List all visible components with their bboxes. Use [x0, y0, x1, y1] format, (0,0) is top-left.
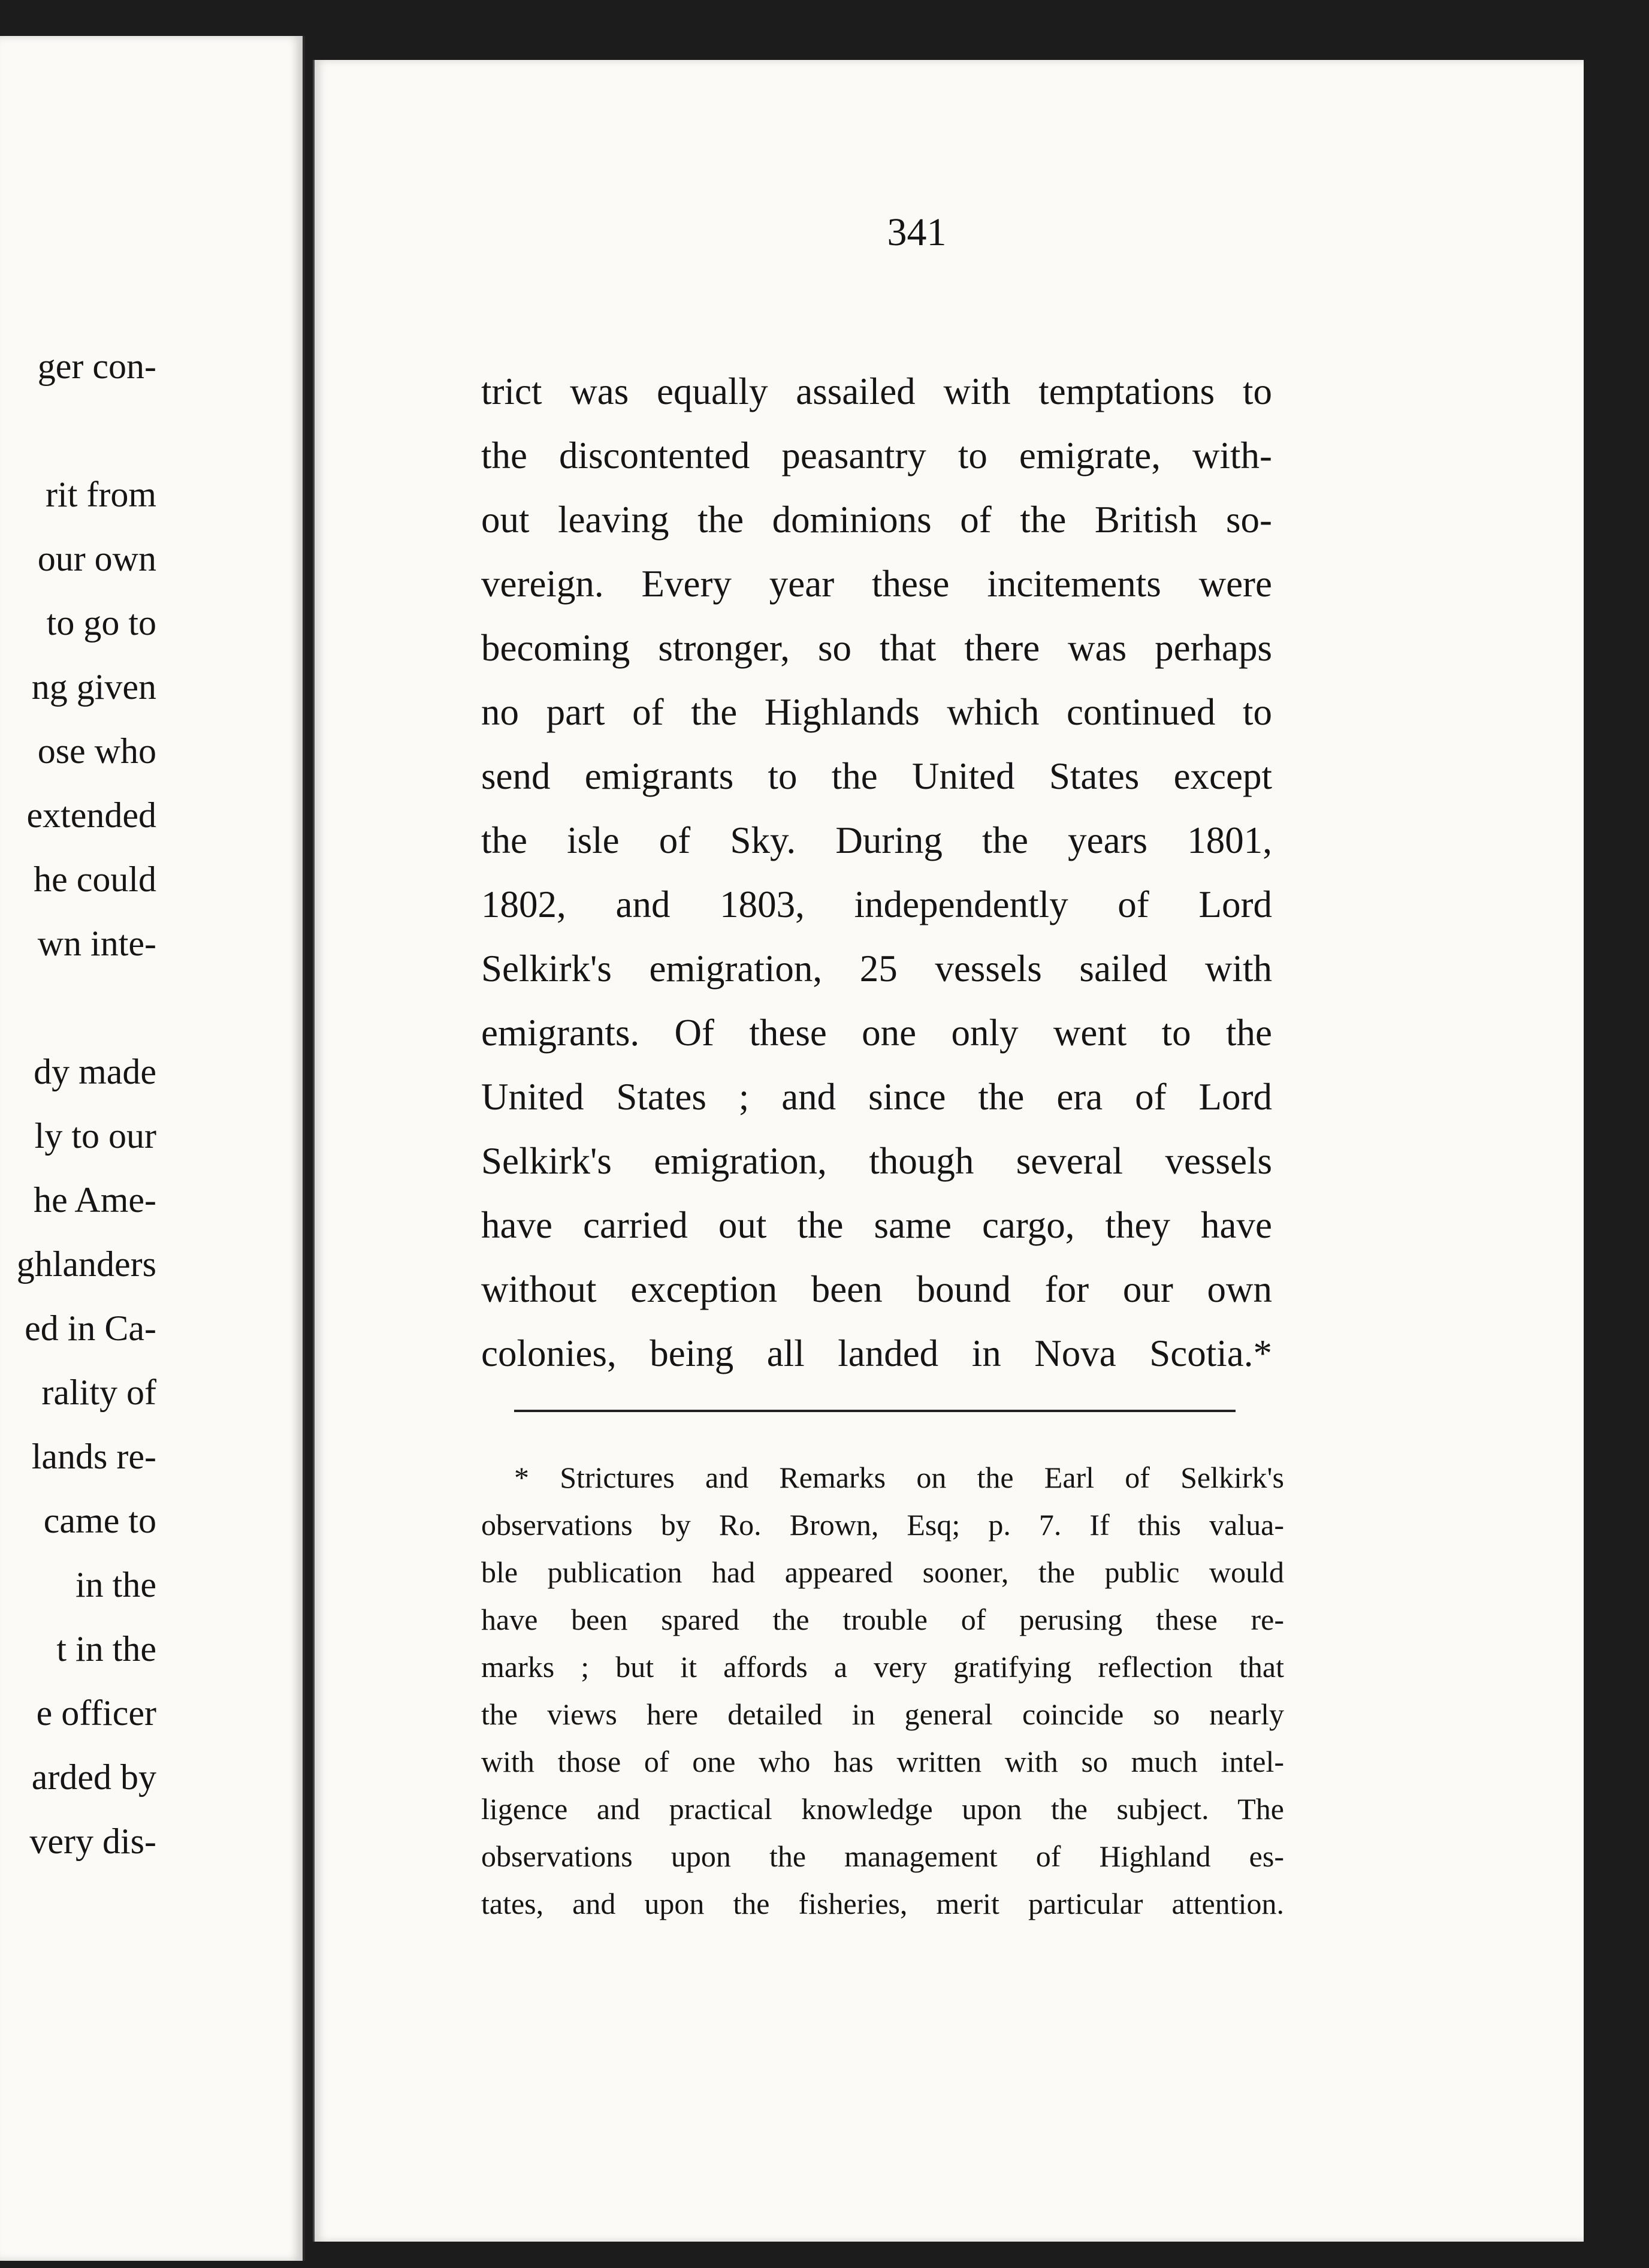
left-page-text — [0, 334, 156, 1874]
left-line-fragment: he could — [34, 859, 156, 899]
body-line: trict was equally assailed with temptations to — [481, 370, 1272, 412]
left-line-fragment: came to — [43, 1501, 156, 1540]
left-line-fragment: ghlanders — [16, 1244, 156, 1284]
body-line: no part of the Highlands which continued to — [481, 691, 1272, 733]
left-page — [0, 36, 305, 2261]
footnote-line: with those of one who has written with so much intel- — [481, 1745, 1284, 1778]
body-line: have carried out the same cargo, they have — [481, 1204, 1272, 1246]
right-page — [313, 60, 1584, 2242]
body-line: United States ; and since the era of Lord — [481, 1076, 1272, 1118]
body-line: the discontented peasantry to emigrate, with- — [481, 435, 1272, 476]
page-number: 341 — [887, 210, 947, 254]
footnote-line: tates, and upon the fisheries, merit particular attention. — [481, 1887, 1284, 1920]
body-line: Selkirk's emigration, though several vessels — [481, 1140, 1272, 1182]
body-line: colonies, being all landed in Nova Scotia.* — [481, 1332, 1272, 1374]
left-line-fragment: ng given — [31, 667, 156, 707]
body-text — [481, 360, 1272, 1386]
footnote-line: * Strictures and Remarks on the Earl of Selkirk's — [514, 1461, 1284, 1494]
body-line: send emigrants to the United States except — [481, 755, 1272, 797]
left-line-fragment: rality of — [41, 1373, 156, 1412]
footnote-line: observations by Ro. Brown, Esq; p. 7. If this valua- — [481, 1508, 1284, 1542]
body-line: emigrants. Of these one only went to the — [481, 1012, 1272, 1054]
footnote-line: ble publication had appeared sooner, the public would — [481, 1555, 1284, 1589]
left-line-fragment: extended — [26, 795, 156, 835]
left-line-fragment: he Ame- — [34, 1180, 156, 1220]
left-line-fragment: wn inte- — [37, 924, 156, 963]
left-line-fragment: lands re- — [31, 1437, 156, 1476]
body-line: out leaving the dominions of the British so- — [481, 499, 1272, 541]
footnote-line: observations upon the management of Highland es- — [481, 1839, 1284, 1873]
body-line: Selkirk's emigration, 25 vessels sailed with — [481, 948, 1272, 990]
left-line-fragment: to go to — [46, 603, 156, 643]
left-line-fragment: rit from — [46, 475, 156, 514]
body-line: 1802, and 1803, independently of Lord — [481, 883, 1272, 925]
left-line-fragment: ose who — [37, 731, 156, 771]
footnote-line: have been spared the trouble of perusing these re- — [481, 1603, 1284, 1636]
left-line-fragment: ly to our — [34, 1116, 156, 1156]
footnote — [481, 1454, 1284, 1928]
left-line-fragment: arded by — [31, 1757, 156, 1797]
left-line-fragment: dy made — [34, 1052, 156, 1091]
footnote-line: the views here detailed in general coincide so nearly — [481, 1697, 1284, 1731]
body-line: vereign. Every year these incitements were — [481, 563, 1272, 605]
footnote-rule — [514, 1410, 1236, 1412]
body-line: the isle of Sky. During the years 1801, — [481, 819, 1272, 861]
body-line: without exception been bound for our own — [481, 1268, 1272, 1310]
left-line-fragment: t in the — [56, 1629, 156, 1669]
body-line: becoming stronger, so that there was perhaps — [481, 627, 1272, 669]
left-line-fragment: ger con- — [37, 346, 156, 386]
left-line-fragment: e officer — [36, 1693, 156, 1733]
left-line-fragment: in the — [75, 1565, 156, 1605]
left-line-fragment: our own — [37, 539, 156, 578]
footnote-line: marks ; but it affords a very gratifying reflection that — [481, 1650, 1284, 1684]
left-line-fragment: very dis- — [29, 1821, 156, 1861]
left-line-fragment: ed in Ca- — [25, 1308, 156, 1348]
footnote-line: ligence and practical knowledge upon the subject. The — [481, 1792, 1284, 1826]
